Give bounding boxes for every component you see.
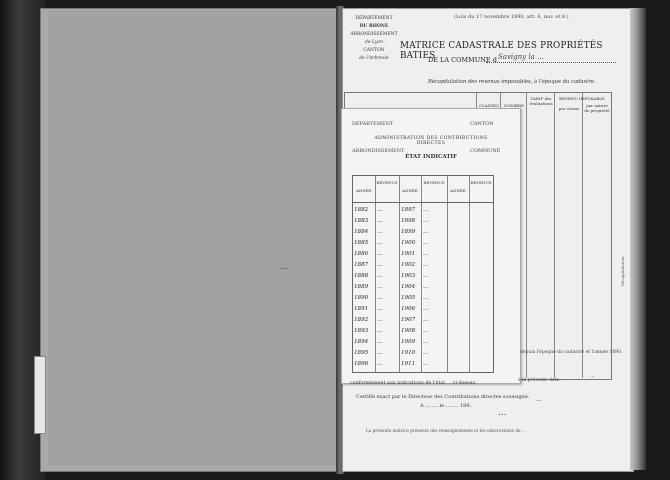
sheet-cell-year: 1897	[401, 207, 416, 213]
col-header-revenu: REVENU IMPOSABLE	[559, 96, 605, 101]
commune-name: Savigny la ...	[498, 53, 544, 61]
sheet-etat-indicatif: ÉTAT INDICATIF	[405, 154, 457, 160]
col-header-nombre: NOMBRE	[504, 103, 524, 108]
sheet-cell-revenue: ...	[423, 229, 429, 235]
sheet-cell-revenue: ...	[423, 284, 429, 290]
sheet-cell-year: 1882	[354, 207, 369, 213]
sheet-cell-year: 1891	[354, 306, 369, 312]
sheet-title: ADMINISTRATION DES CONTRIBUTIONS DIRECTES	[374, 136, 488, 146]
sheet-col-header: REVENUS	[423, 180, 445, 185]
total-handwritten: ...	[590, 373, 595, 379]
sheet-cell-year: 1910	[401, 350, 416, 356]
sheet-cell-year: 1906	[401, 306, 416, 312]
sheet-col-header: ANNÉE	[356, 188, 372, 193]
sheet-cell-year: 1905	[401, 295, 416, 301]
commune-label: DE LA COMMUNE d	[428, 56, 497, 64]
sheet-cell-revenue: ...	[377, 328, 383, 334]
sheet-cell-revenue: ...	[423, 361, 429, 367]
sheet-cell-revenue: ...	[377, 295, 383, 301]
col-header-classes: CLASSES	[479, 103, 499, 108]
sheet-cell-year: 1896	[354, 361, 369, 367]
sheet-cell-year: 1895	[354, 350, 369, 356]
sheet-col-header: ANNÉE	[402, 188, 418, 193]
sheet-canton-label: CANTON	[470, 121, 494, 127]
sheet-cell-revenue: ...	[423, 207, 429, 213]
sheet-cell-year: 1898	[401, 218, 416, 224]
sheet-cell-revenue: ...	[377, 361, 383, 367]
sheet-col-header: REVENUS	[376, 180, 398, 185]
sheet-cell-year: 1888	[354, 273, 369, 279]
sheet-cell-year: 1904	[401, 284, 416, 290]
sheet-cell-revenue: ...	[377, 240, 383, 246]
legal-reference: (Lois du 17 novembre 1890, art. 6, nov. et 8.)	[454, 14, 569, 20]
sheet-cell-year: 1885	[354, 240, 369, 246]
sheet-cell-year: 1890	[354, 295, 369, 301]
sheet-cell-year: 1901	[401, 251, 416, 257]
left-page-blank	[48, 10, 336, 465]
sheet-cell-revenue: ...	[377, 317, 383, 323]
arrondissement-name: de Lyon	[364, 40, 384, 45]
sheet-cell-year: 1911	[401, 361, 416, 367]
sheet-cell-revenue: ...	[377, 350, 383, 356]
col-header-par-classe: par classe	[558, 106, 580, 111]
sheet-cell-revenue: ...	[377, 218, 383, 224]
col-divider	[582, 92, 583, 378]
sheet-col-header: REVENUS	[470, 180, 492, 185]
book-edge-right	[630, 8, 646, 470]
date-handwritten: ...	[536, 396, 542, 403]
note-right: depuis l'époque du cadastre et l'année 1890.	[520, 350, 623, 355]
commune-underline	[486, 62, 616, 63]
col-header-tarif: TARIF des évaluations	[529, 96, 553, 106]
scale-ruler	[34, 356, 46, 434]
sheet-cell-revenue: ...	[423, 218, 429, 224]
footer-line-1: conformément aux indications de l'état ... ci-dessus.	[350, 381, 477, 386]
sheet-cell-revenue: ...	[377, 229, 383, 235]
sheet-cell-revenue: ...	[423, 339, 429, 345]
footer-place-date: A ........ le ........ 189..	[420, 403, 473, 409]
vertical-note: Récapitulation	[620, 256, 625, 286]
sheet-cell-revenue: ...	[377, 251, 383, 257]
col-divider	[554, 92, 555, 378]
page-title: MATRICE CADASTRALE DES PROPRIÉTÉS BATIES	[400, 41, 603, 61]
sheet-cell-year: 1892	[354, 317, 369, 323]
sheet-cell-year: 1907	[401, 317, 416, 323]
sheet-cell-year: 1909	[401, 339, 416, 345]
sheet-cell-year: 1886	[354, 251, 369, 257]
department-label: DÉPARTEMENT	[355, 16, 393, 21]
sheet-cell-revenue: ...	[377, 306, 383, 312]
sheet-cell-year: 1887	[354, 262, 369, 268]
page-subtitle: Récapitulation des revenus imposables, à l'époque du cadastre.	[428, 79, 596, 85]
sheet-cell-year: 1902	[401, 262, 416, 268]
sheet-cell-revenue: ...	[423, 317, 429, 323]
sheet-cell-year: 1884	[354, 229, 369, 235]
sheet-cell-revenue: ...	[423, 295, 429, 301]
sheet-cell-year: 1908	[401, 328, 416, 334]
sheet-cell-year: 1899	[401, 229, 416, 235]
canton-name: de l'Arbresle	[359, 56, 389, 61]
sheet-cell-revenue: ...	[423, 240, 429, 246]
sheet-commune-label: COMMUNE	[470, 148, 501, 154]
sheet-cell-revenue: ...	[423, 328, 429, 334]
footer-note: La présente matrice présente des renseignements et les observations de ...	[366, 428, 526, 433]
left-page-marks: ...	[280, 262, 289, 272]
sheet-department-label: DÉPARTEMENT	[352, 121, 394, 127]
sheet-cell-revenue: ...	[377, 273, 383, 279]
sheet-cell-year: 1903	[401, 273, 416, 279]
col-header-par-nature: par nature de propriété	[584, 103, 610, 113]
sheet-cell-revenue: ...	[423, 273, 429, 279]
sheet-cell-revenue: ...	[423, 306, 429, 312]
sheet-cell-revenue: ...	[377, 339, 383, 345]
sheet-cell-revenue: ...	[377, 207, 383, 213]
sheet-cell-year: 1883	[354, 218, 369, 224]
sheet-cell-year: 1889	[354, 284, 369, 290]
sheet-cell-revenue: ...	[377, 284, 383, 290]
sheet-col-header: ANNÉE	[450, 188, 466, 193]
col-divider	[526, 92, 527, 378]
header-left-block	[346, 15, 402, 63]
footer-certification: Certifié exact par le Directeur des Contributions directes soussigné.	[356, 394, 530, 400]
sheet-cell-revenue: ...	[423, 350, 429, 356]
sheet-cell-year: 1900	[401, 240, 416, 246]
sheet-arrondissement-label: ARRONDISSEMENT	[352, 148, 405, 154]
sheet-cell-revenue: ...	[377, 262, 383, 268]
sheet-cell-revenue: ...	[423, 262, 429, 268]
sheet-cell-year: 1893	[354, 328, 369, 334]
canton-label: CANTON	[363, 48, 385, 53]
signature: ...	[498, 408, 507, 418]
sheet-header-rule	[353, 202, 493, 203]
note-right-2: à la présente date.	[518, 378, 561, 383]
sheet-row	[353, 360, 493, 372]
arrondissement-label: ARRONDISSEMENT	[350, 32, 398, 37]
sheet-cell-year: 1894	[354, 339, 369, 345]
sheet-table	[352, 175, 494, 373]
department-name: DU RHONE	[359, 24, 389, 29]
sheet-cell-revenue: ...	[423, 251, 429, 257]
